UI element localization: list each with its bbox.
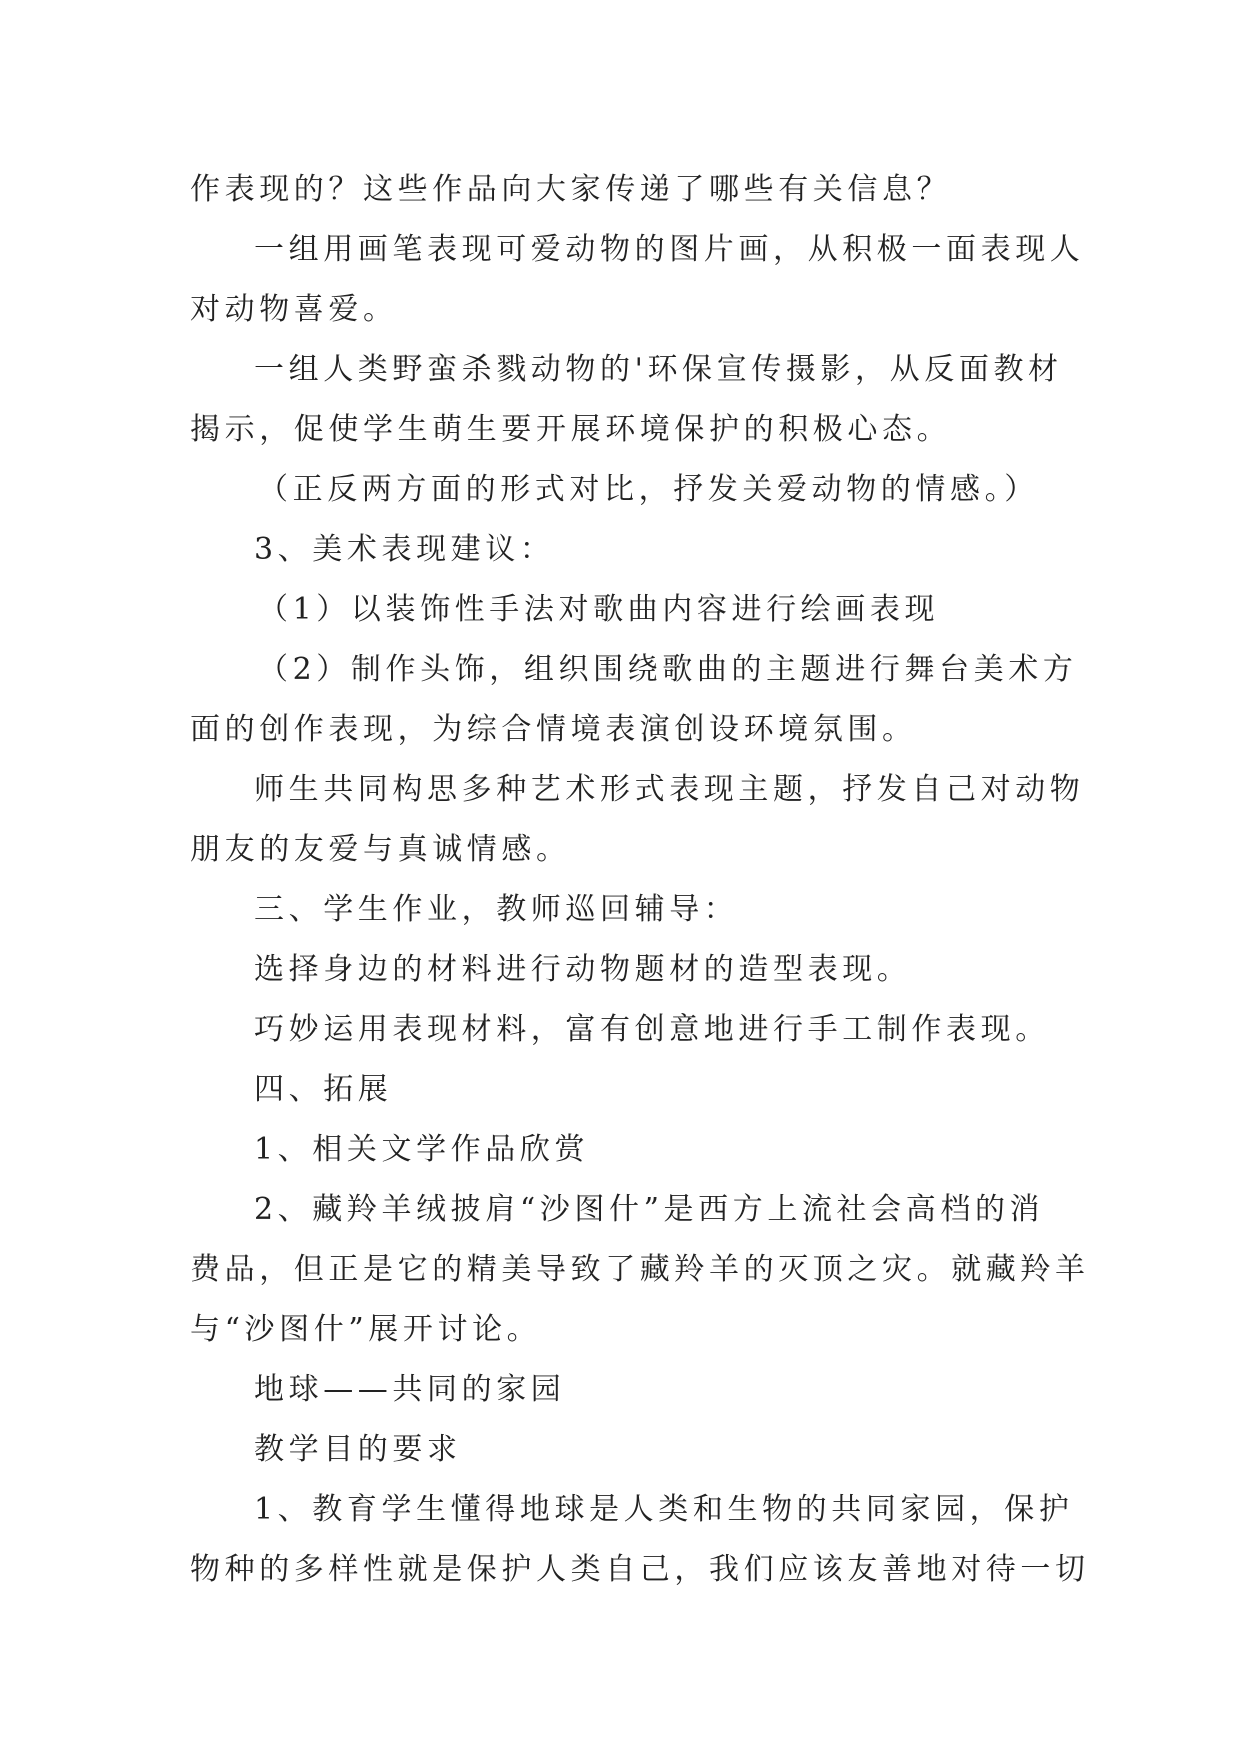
text-line: （1）以装饰性手法对歌曲内容进行绘画表现 [258,592,940,627]
text-line: 一组人类野蛮杀戮动物的'环保宣传摄影，从反面教材 [254,352,1063,387]
text-line: 作表现的？这些作品向大家传递了哪些有关信息？ [190,172,952,207]
text-line: 教学目的要求 [254,1432,462,1467]
text-line: 朋友的友爱与真诚情感。 [190,832,571,867]
text-line: 一组用画笔表现可爱动物的图片画，从积极一面表现人 [254,232,1085,267]
text-line: 面的创作表现，为综合情境表演创设环境氛围。 [190,712,917,747]
text-line: （2）制作头饰，组织围绕歌曲的主题进行舞台美术方 [258,652,1078,687]
text-line: 与“沙图什”展开讨论。 [190,1312,542,1347]
text-line: 揭示，促使学生萌生要开展环境保护的积极心态。 [190,412,952,447]
text-line: 2、藏羚羊绒披肩“沙图什”是西方上流社会高档的消 [254,1192,1045,1227]
text-line: 巧妙运用表现材料，富有创意地进行手工制作表现。 [254,1012,1050,1047]
text-line: 选择身边的材料进行动物题材的造型表现。 [254,952,912,987]
text-line: 1、教育学生懂得地球是人类和生物的共同家园，保护 [254,1492,1074,1527]
text-line: 对动物喜爱。 [190,292,398,327]
text-line: 师生共同构思多种艺术形式表现主题，抒发自己对动物 [254,772,1085,807]
text-line: 3、美术表现建议： [254,532,555,567]
text-line: 费品，但正是它的精美导致了藏羚羊的灭顶之灾。就藏羚羊 [190,1252,1090,1287]
text-line: 四、拓展 [254,1072,393,1107]
text-line: （正反两方面的形式对比，抒发关爱动物的情感。） [258,472,1039,507]
text-line: 1、相关文学作品欣赏 [254,1132,590,1167]
text-line: 物种的多样性就是保护人类自己，我们应该友善地对待一切 [190,1552,1090,1587]
body-text [190,160,1090,1600]
text-line: 三、学生作业，教师巡回辅导： [254,892,739,927]
text-line: 地球——共同的家园 [254,1372,566,1407]
